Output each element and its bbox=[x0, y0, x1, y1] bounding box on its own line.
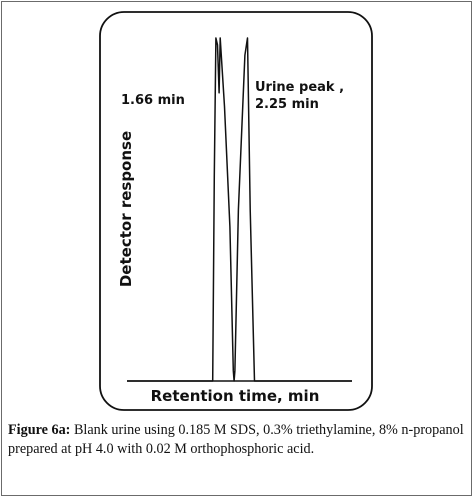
peak-annotation-2-line1: Urine peak , bbox=[255, 80, 345, 95]
peak-annotation-1: 1.66 min bbox=[121, 93, 185, 108]
x-axis-label: Retention time, min bbox=[150, 387, 320, 405]
caption-label: Figure 6a: bbox=[8, 422, 71, 438]
caption-text: Blank urine using 0.185 M SDS, 0.3% triethylamine, 8% n-propanol prepared at pH 4.0 with 0.02 M orthophosphoric acid. bbox=[8, 422, 464, 457]
figure-caption bbox=[8, 421, 468, 459]
y-axis-label: Detector response bbox=[117, 130, 135, 288]
peak-annotation-2-line2: 2.25 min bbox=[255, 97, 319, 112]
